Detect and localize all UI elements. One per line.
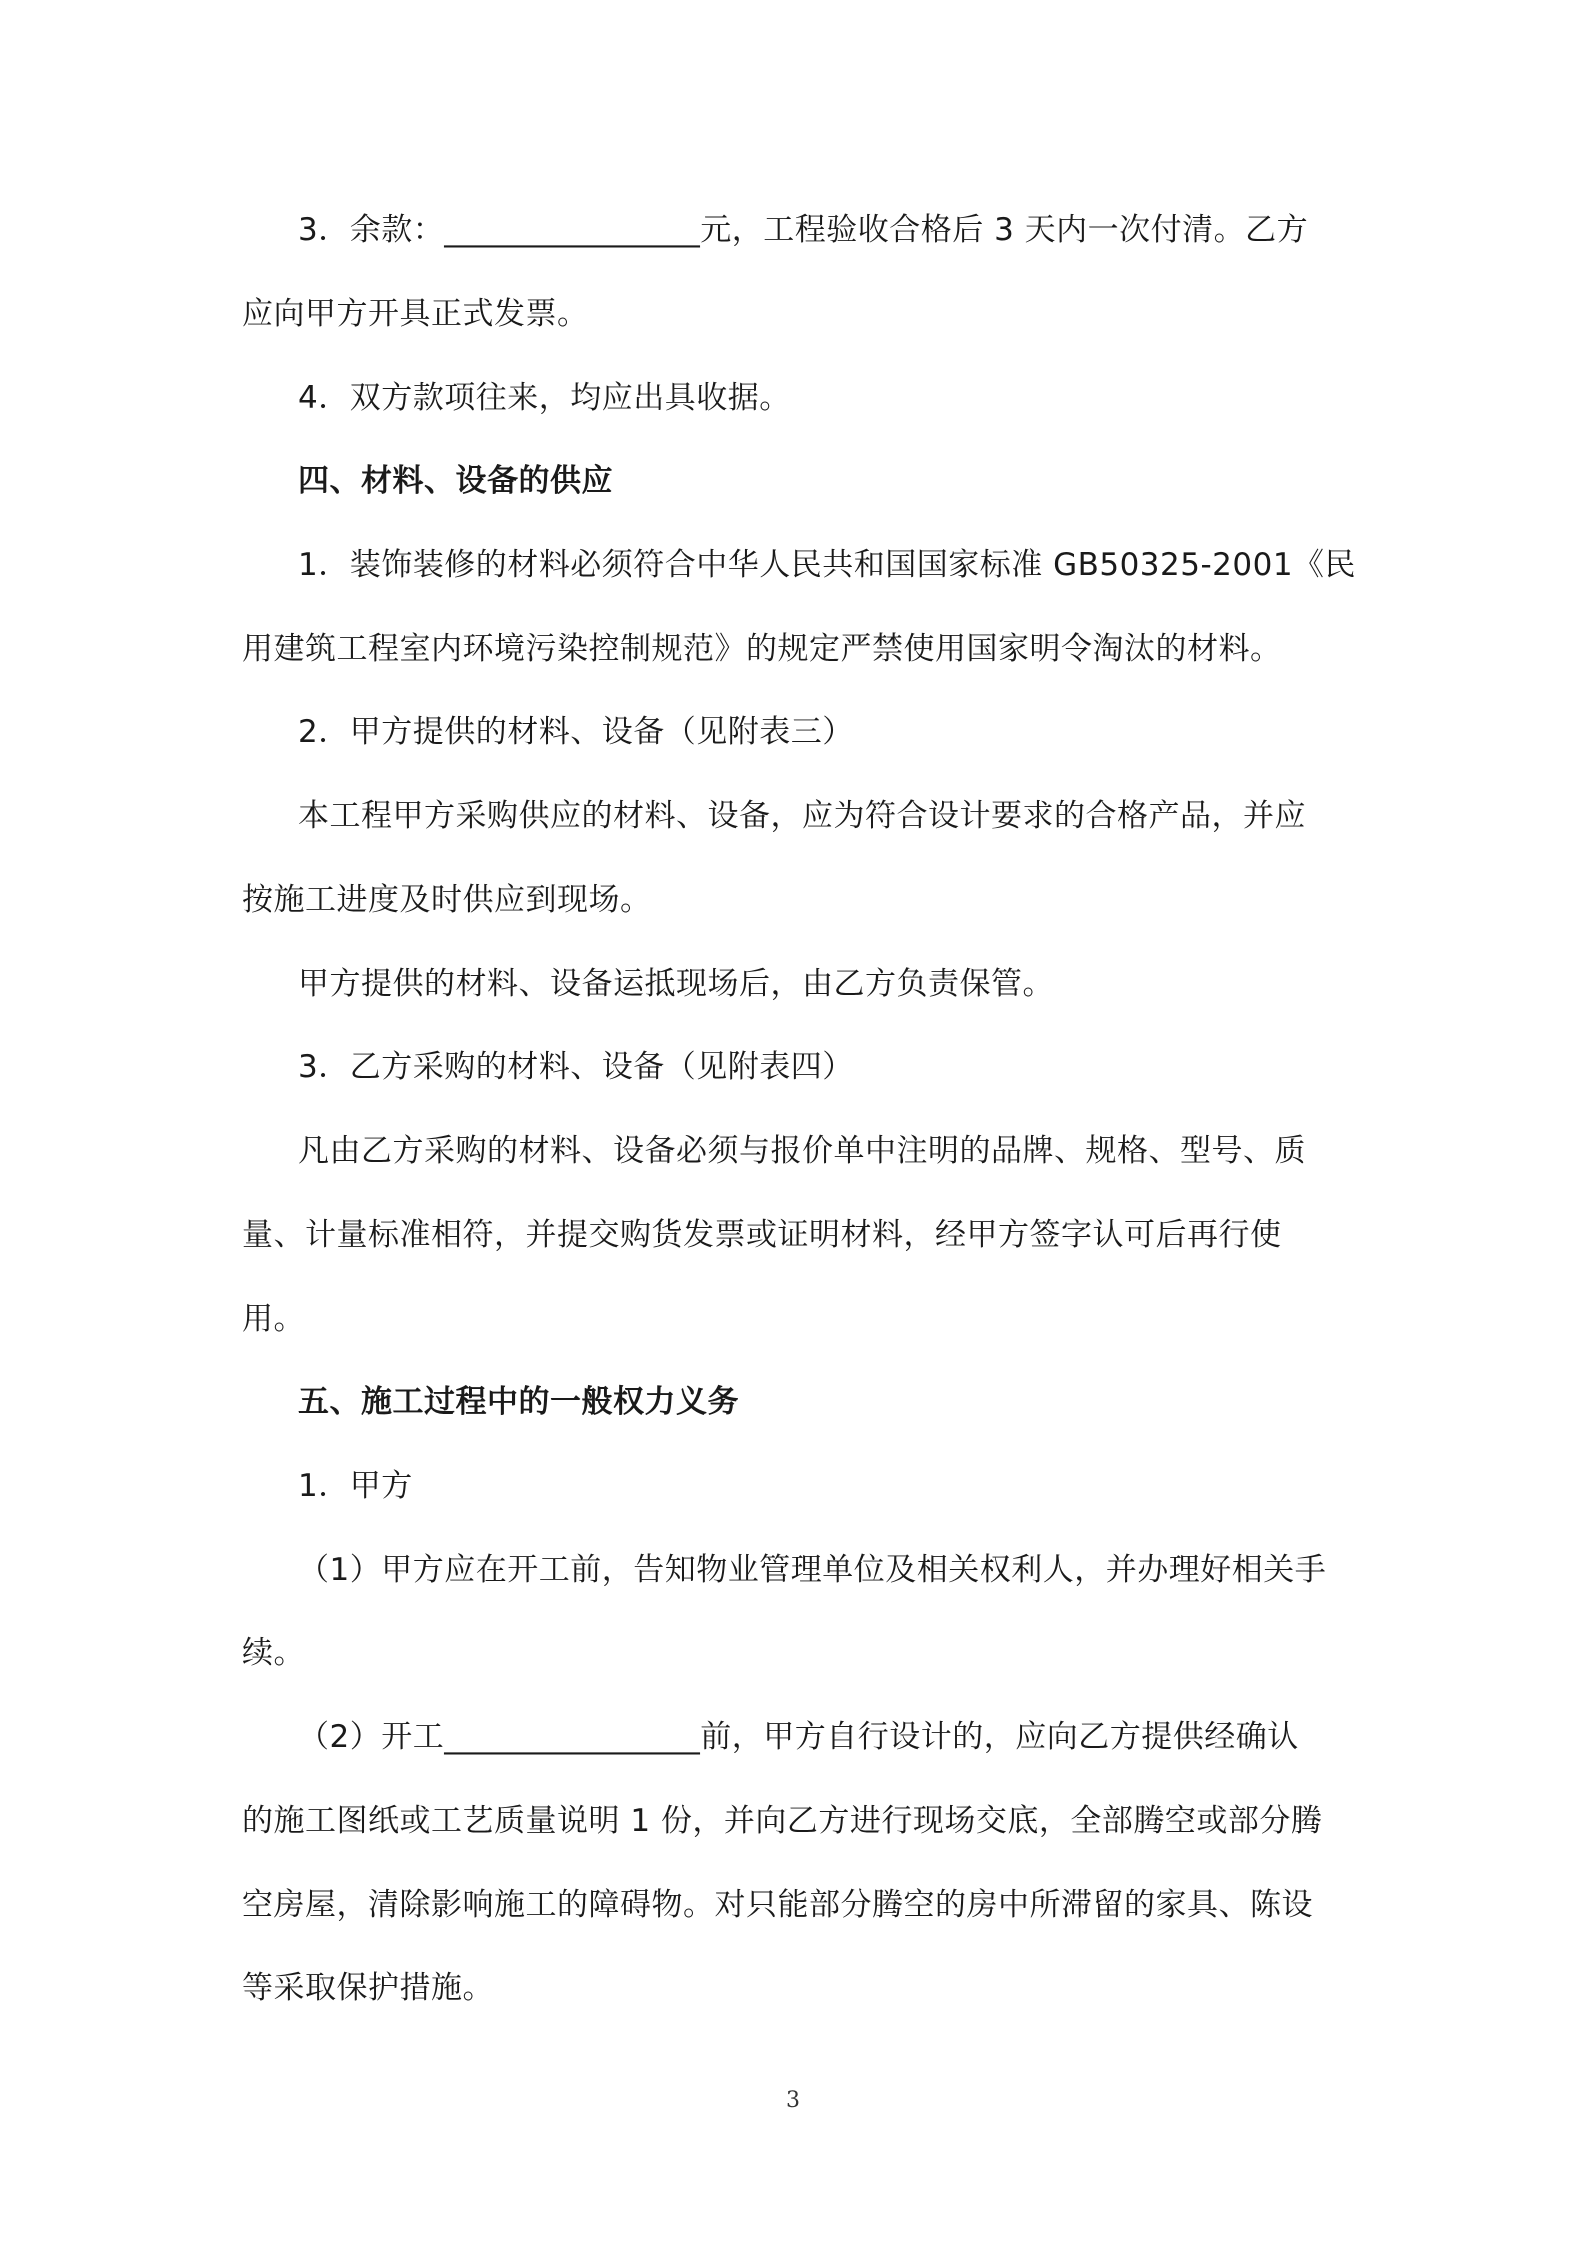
section-heading: 四、材料、设备的供应: [298, 463, 613, 499]
section-heading: 五、施工过程中的一般权力义务: [298, 1384, 739, 1420]
paragraph-line: 1．甲方: [298, 1468, 413, 1504]
paragraph-line: 本工程甲方采购供应的材料、设备，应为符合设计要求的合格产品，并应: [298, 798, 1306, 834]
paragraph-line: 用建筑工程室内环境污染控制规范》的规定严禁使用国家明令淘汰的材料。: [242, 631, 1282, 667]
paragraph-line: 用。: [242, 1301, 305, 1337]
paragraph-line: 应向甲方开具正式发票。: [242, 296, 589, 332]
paragraph-line: （1）甲方应在开工前，告知物业管理单位及相关权利人，并办理好相关手: [298, 1552, 1327, 1588]
paragraph-line: 等采取保护措施。: [242, 1970, 494, 2006]
paragraph-line: 甲方提供的材料、设备运抵现场后，由乙方负责保管。: [298, 966, 1054, 1002]
paragraph-line: 凡由乙方采购的材料、设备必须与报价单中注明的品牌、规格、型号、质: [298, 1133, 1306, 1169]
paragraph-line: 量、计量标准相符，并提交购货发票或证明材料，经甲方签字认可后再行使: [242, 1217, 1282, 1253]
paragraph-line: 3．余款：________________元，工程验收合格后 3 天内一次付清。乙方: [298, 212, 1309, 248]
paragraph-line: 续。: [242, 1635, 305, 1671]
paragraph-line: 空房屋，清除影响施工的障碍物。对只能部分腾空的房中所滞留的家具、陈设: [242, 1887, 1313, 1923]
paragraph-line: 2．甲方提供的材料、设备（见附表三）: [298, 714, 854, 750]
paragraph-line: 按施工进度及时供应到现场。: [242, 882, 652, 918]
paragraph-line: （2）开工________________前，甲方自行设计的，应向乙方提供经确认: [298, 1719, 1299, 1755]
paragraph-line: 4．双方款项往来，均应出具收据。: [298, 380, 791, 416]
paragraph-line: 3．乙方采购的材料、设备（见附表四）: [298, 1049, 854, 1085]
page-number: 3: [786, 2088, 800, 2113]
paragraph-line: 的施工图纸或工艺质量说明 1 份，并向乙方进行现场交底，全部腾空或部分腾: [242, 1803, 1323, 1839]
paragraph-line: 1．装饰装修的材料必须符合中华人民共和国国家标准 GB50325-2001《民: [298, 547, 1357, 583]
